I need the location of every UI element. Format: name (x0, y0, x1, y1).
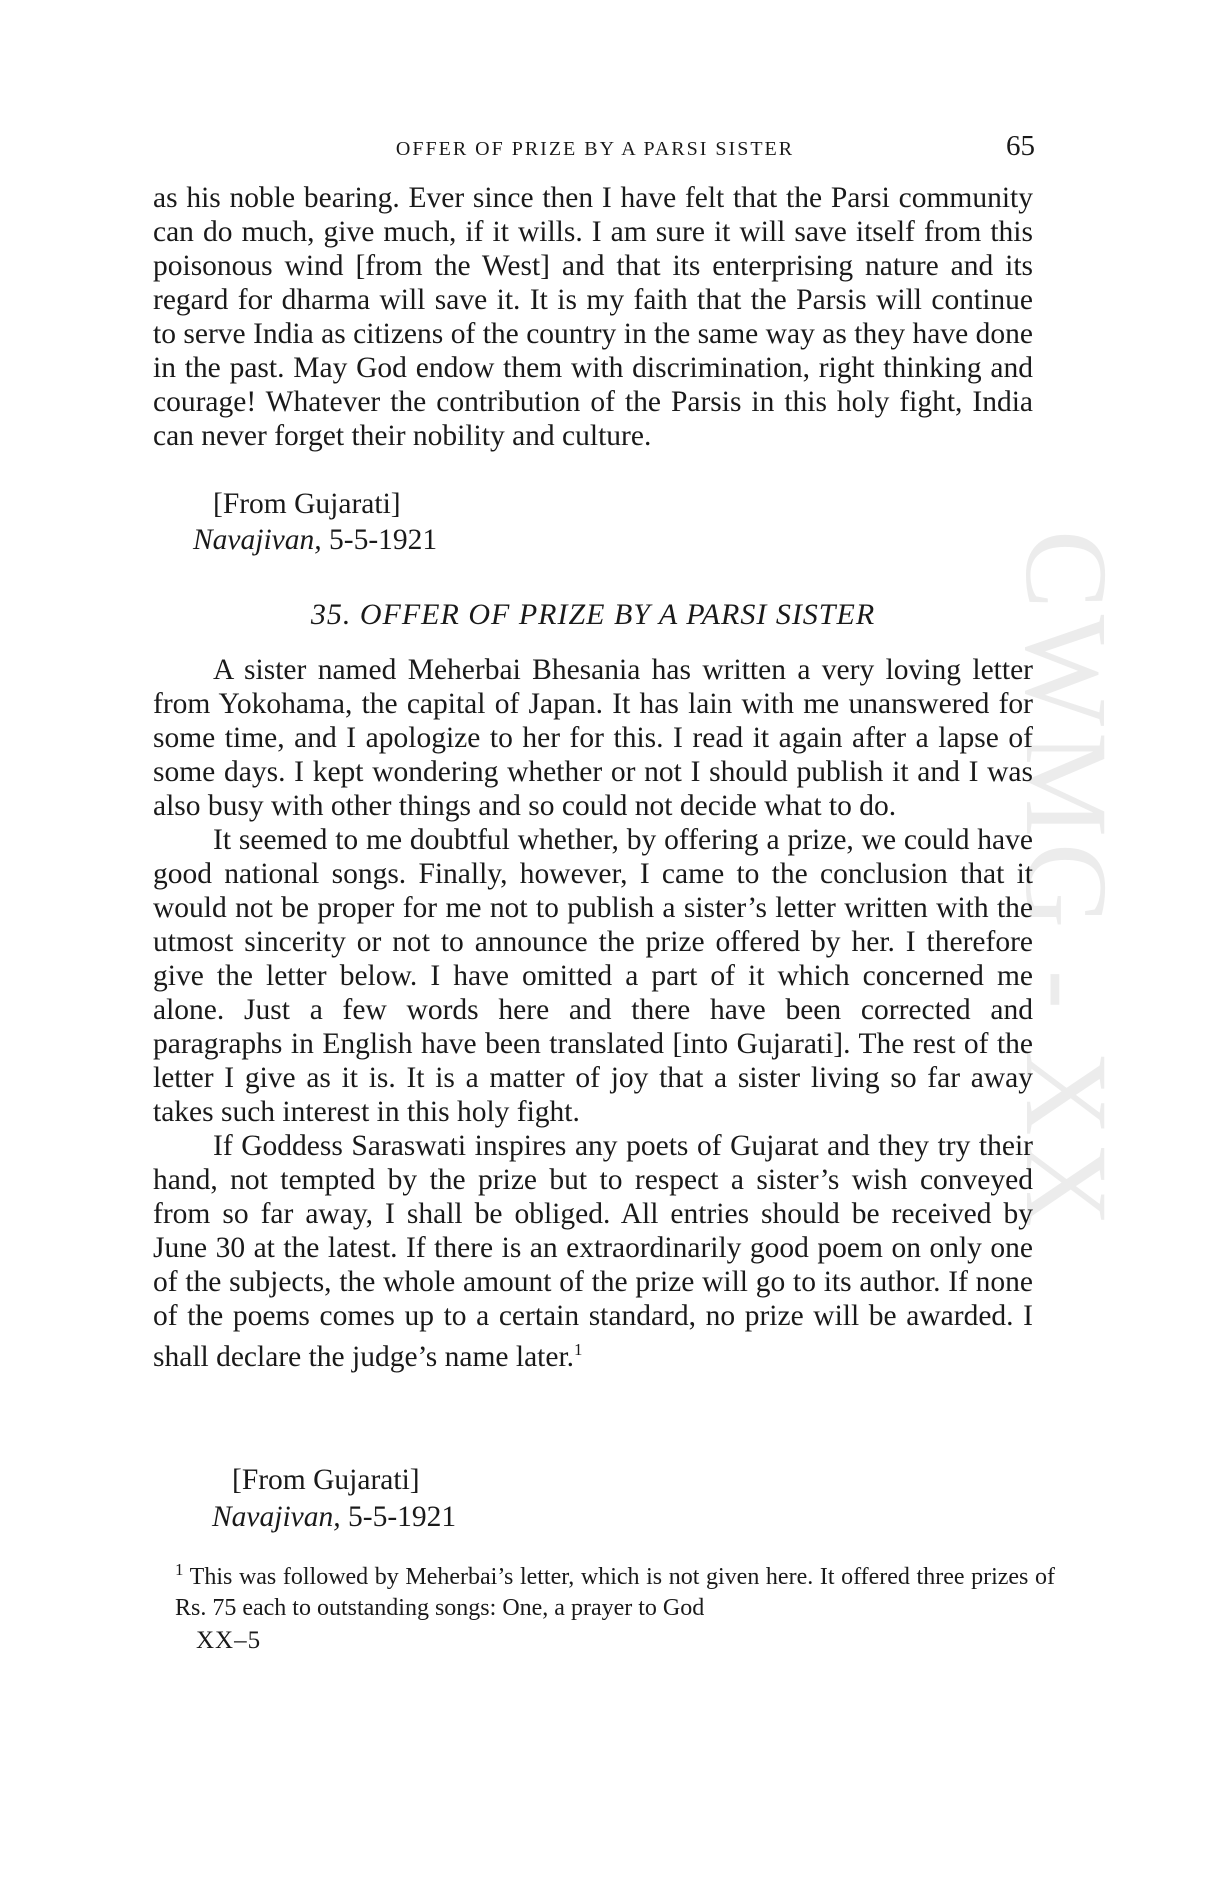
footnote (175, 1554, 1055, 1624)
running-header (155, 130, 1035, 166)
footnote-marker: 1 (175, 1560, 184, 1579)
citation-date: 5-5-1921 (329, 524, 438, 556)
footnote-text: This was followed by Meherbai’s letter, which is not given here. It offered three prizes of Rs. 75 each to outstanding songs: One, a prayer to God (175, 1564, 1055, 1621)
article-paragraph (153, 1129, 1033, 1374)
article-citation (212, 1500, 456, 1534)
continuation-text (153, 181, 1033, 453)
page-number: 65 (1006, 130, 1035, 162)
article-source: [From Gujarati] (232, 1464, 420, 1496)
article-paragraph: It seemed to me doubtful whether, by offering a prize, we could have good national songs. Finally, however, I came to the conclusion that it would not be proper for me not to publish a sister’s letter written with the utmost sincerity or not to announce the prize offered by her. I therefore give the letter below. I have omitted a part of it which concerned me alone. Just a few words here and there have been corrected and paragraphs in English have been translated [into Gujarati]. The rest of the letter I give as it is. It is a matter of joy that a sister living so far away takes such interest in this holy fight. (153, 824, 1033, 1128)
article-heading: 35. OFFER OF PRIZE BY A PARSI SISTER (310, 598, 876, 631)
footnote-reference: 1 (574, 1340, 583, 1359)
running-title: OFFER OF PRIZE BY A PARSI SISTER (395, 138, 795, 160)
newspaper-name: Navajivan, (212, 1501, 341, 1533)
continuation-source: [From Gujarati] (213, 488, 401, 520)
continuation-paragraph: as his noble bearing. Ever since then I have felt that the Parsi community can do much, give much, if it wills. I am sure it will save itself from this poisonous wind [from the West] and that its enterprising nature and its regard for dharma will save it. It is my faith that the Parsis will continue to serve India as citizens of the country in the same way as they have done in the past. May God endow them with discrimination, right thinking and courage! Whatever the contribution of the Parsis in this holy fight, India can never forget their nobility and culture. (153, 182, 1033, 452)
citation-date: 5-5-1921 (348, 1501, 457, 1533)
printer-signature: XX–5 (196, 1627, 262, 1654)
article-body (153, 653, 1033, 1374)
newspaper-name: Navajivan, (193, 524, 322, 556)
paragraph-text: If Goddess Saraswati inspires any poets of Gujarat and they try their hand, not tempted by the prize but to respect a sister’s wish conveyed from so far away, I shall be obliged. All entries should be received by June 30 at the latest. If there is an extraordinarily good poem on only one of the subjects, the whole amount of the prize will go to its author. If none of the poems comes up to a certain standard, no prize will be awarded. I shall declare the judge’s name later. (153, 1130, 1033, 1373)
article-paragraph: A sister named Meherbai Bhesania has written a very loving letter from Yokohama, the capital of Japan. It has lain with me unanswered for some time, and I apologize to her for this. I read it again after a lapse of some days. I kept wondering whether or not I should publish it and I was also busy with other things and so could not decide what to do. (153, 654, 1033, 822)
continuation-citation (193, 523, 437, 557)
watermark: CWMG - XX (1001, 530, 1132, 1233)
